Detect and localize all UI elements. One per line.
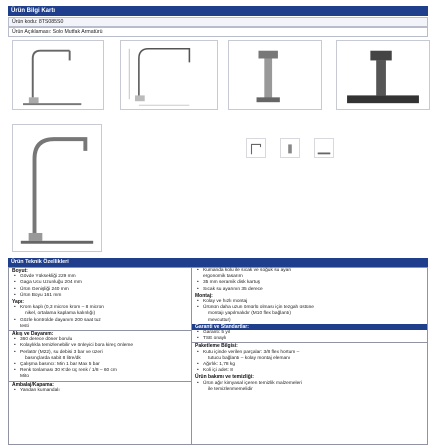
spec-item-continued: basınçlarda sabit 8 litre/dk	[25, 355, 81, 361]
spec-section-heading: Akış ve Dayanım:	[9, 330, 191, 337]
faucet-front-view-icon	[229, 41, 321, 109]
faucet-thumbnail-icon	[247, 139, 265, 157]
product-main-image	[12, 124, 102, 252]
faucet-thumbnail-icon	[315, 139, 333, 157]
spec-item: • Gövde Yüksekliği 229 mm	[9, 274, 191, 280]
spec-section-heading: Boyut:	[12, 268, 28, 274]
faucet-dimension-drawing-icon	[121, 41, 217, 109]
spec-item-continued: nikel, ortalama kaplama kalınlığı)	[25, 311, 96, 317]
spec-item-continued: testi	[20, 323, 29, 329]
specs-title: Ürün Teknik Özellikleri	[8, 258, 428, 267]
specs-right-column	[192, 268, 427, 444]
thumbnail[interactable]	[314, 138, 334, 158]
spec-item-continued: tutucu bağlantı – kolay montaj elemanı	[208, 355, 291, 361]
faucet-side-view-icon	[13, 41, 103, 109]
spec-item: • Sıcak su ayarının 35 derece	[192, 287, 427, 293]
thumbnail[interactable]	[280, 138, 300, 158]
gallery-image-1	[12, 40, 104, 110]
faucet-thumbnail-icon	[281, 139, 299, 157]
spec-item: • Kutu içinde verilen parçalar: 3/8 flex hortum –	[192, 350, 427, 356]
spec-item: • Ürün ağır kimyasal içeren temizlik malzemeleri	[192, 381, 427, 387]
spec-item: • Garanti: 5 yıl	[192, 330, 427, 336]
faucet-installation-drawing-icon	[337, 41, 429, 109]
product-code-row: Ürün kodu: 8TS085S0	[8, 17, 428, 27]
specs-table	[8, 267, 428, 445]
spec-section-heading: Ambalaj/Kapama:	[9, 381, 191, 388]
spec-item-continued: ergonomik tasarım	[203, 274, 243, 280]
spec-item: • Krom kaplı (0,3 micron krom – 8 micron	[9, 305, 191, 311]
spec-item: • Ürün Boyu 161 mm	[9, 293, 191, 299]
spec-section-heading: Paketleme Bilgisi:	[192, 342, 427, 349]
spec-item: • Çalışma basıncı: Min 1 bar Max 5 bar	[9, 362, 191, 368]
spec-section-heading: Montaj:	[195, 292, 213, 299]
spec-item: • Ürünün daha uzun ömürlü olması için tezgah üstüne	[192, 305, 427, 311]
spec-item: • Gözle kontrolde dayanım 200 saat tuz	[9, 318, 191, 324]
spec-item-continued: Mito	[20, 374, 30, 380]
spec-item: • Renk tonlaması 30 K'de üç renk / 1/8 – 60 cm	[9, 368, 191, 374]
spec-item: • Kumanda kolu ile sıcak ve soğuk su ayarı	[192, 268, 427, 274]
spec-item-continued: mevcuttur)	[208, 317, 231, 323]
spec-item: • Yandan kumandalı	[9, 388, 191, 394]
spec-item: • Gaga Ucu Uzunluğu 204 mm	[9, 280, 191, 286]
spec-item: • Kolay ve hızlı montaj	[192, 299, 427, 305]
spec-section-heading: Garanti ve Standartlar:	[192, 324, 427, 330]
gallery-image-4	[336, 40, 430, 110]
spec-item: • Ağırlık: 1,78 kg	[192, 362, 427, 368]
spec-item: • Perlatör (M22), su debisi 3 bar ve üzeri	[9, 350, 191, 356]
spec-section-heading: Yapı:	[12, 299, 24, 306]
gallery-image-3	[228, 40, 322, 110]
thumbnail-strip	[246, 138, 336, 242]
faucet-main-icon	[13, 125, 101, 251]
spec-item: • Ürün Genişliği 240 mm	[9, 287, 191, 293]
spec-item: • Kolaylıkla temizlenebilir ve önleyici bora kireç önleme	[9, 343, 191, 349]
thumbnail[interactable]	[246, 138, 266, 158]
spec-item-continued: montajı yapılmalıdır (M10 flex bağlantı)	[208, 311, 291, 317]
spec-item: • Koli içi adet: 8	[192, 368, 427, 374]
spec-item-continued: ile temizlenmemelidir	[208, 386, 253, 392]
specs-left-column	[9, 268, 192, 444]
product-card-header: Ürün Bilgi Kartı	[8, 6, 428, 16]
spec-item: • 360 derece döner borulu	[9, 337, 191, 343]
spec-item: • 35 mm seramik disk kartuş	[192, 280, 427, 286]
spec-item: • TSE onaylı	[192, 336, 427, 342]
spec-section-heading: Ürün bakımı ve temizliği:	[195, 374, 254, 381]
gallery-image-2	[120, 40, 218, 110]
product-description-row: Ürün Açıklaması: Solo Mutfak Armatürü	[8, 27, 428, 37]
